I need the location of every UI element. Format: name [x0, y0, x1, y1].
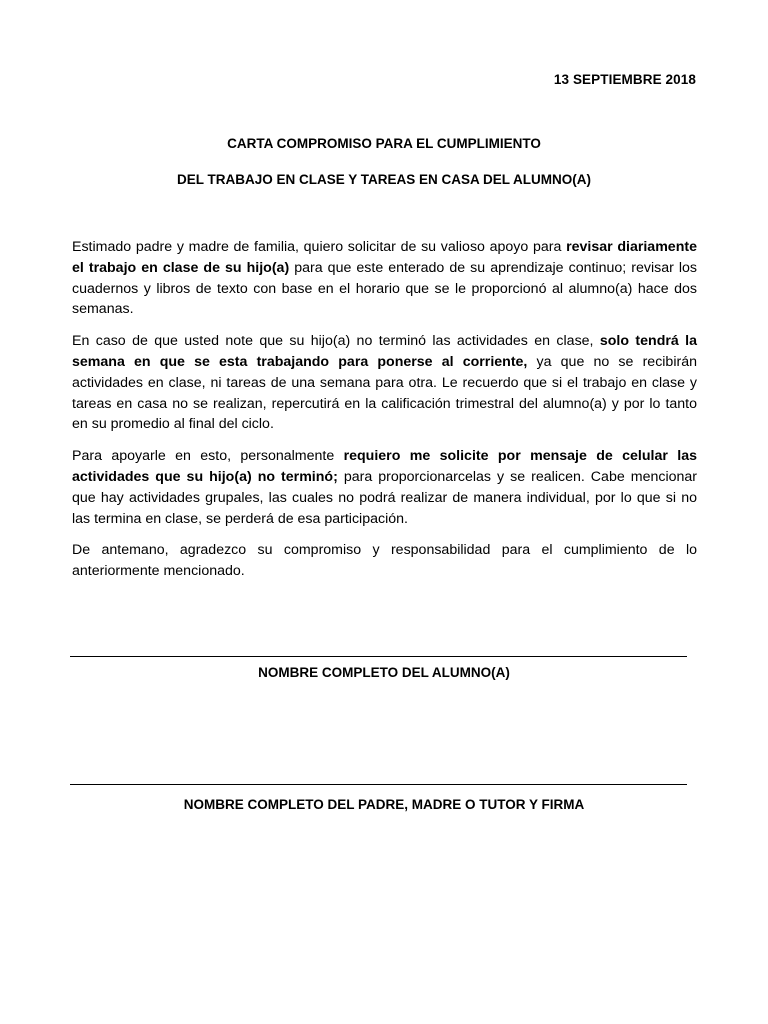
paragraph-text: para proporcionarcelas y se realicen. Cabe mencionar que hay actividades grupales, las cuales no podrá realizar de manera individual, por lo que si no las termina en clase, se perderá de esa participación. — [72, 468, 697, 527]
paragraph-emphasis: solo tendrá la semana en que se esta trabajando para ponerse al corriente, — [72, 333, 697, 370]
letter-body — [72, 237, 697, 593]
parent-name-label: NOMBRE COMPLETO DEL PADRE, MADRE O TUTOR Y FIRMA — [183, 797, 585, 812]
paragraph-text: En caso de que usted note que su hijo(a) no terminó las actividades en clase, — [72, 333, 600, 350]
paragraph-support — [72, 446, 697, 529]
paragraph-emphasis: revisar diariamente el trabajo en clase de su hijo(a) — [72, 239, 697, 276]
letter-date: 13 SEPTIEMBRE 2018 — [553, 72, 696, 87]
letter-title-line-1: CARTA COMPROMISO PARA EL CUMPLIMIENTO — [227, 136, 541, 151]
paragraph-deadline — [72, 331, 697, 435]
paragraph-text: para que este enterado de su aprendizaje continuo; revisar los cuadernos y libros de texto con base en el horario que se le proporcionó al alumno(a) hace dos semanas. — [72, 259, 698, 318]
parent-signature-line — [70, 784, 687, 785]
paragraph-request-review — [72, 237, 697, 320]
paragraph-emphasis: requiero me solicite por mensaje de celular las actividades que su hijo(a) no terminó; — [72, 448, 697, 485]
letter-title-line-2: DEL TRABAJO EN CLASE Y TAREAS EN CASA DEL ALUMNO(A) — [176, 172, 592, 187]
student-name-label: NOMBRE COMPLETO DEL ALUMNO(A) — [258, 665, 510, 680]
paragraph-text: De antemano, agradezco su compromiso y responsabilidad para el cumplimiento de lo anteriormente mencionado. — [72, 542, 697, 580]
paragraph-text: ya que no se recibirán actividades en clase, ni tareas de una semana para otra. Le recuerdo que si el trabajo en clase y tareas en casa no se realizan, repercutirá en la calificación trimestral del alumno(a) y por lo tanto en su promedio al final del ciclo. — [72, 353, 697, 433]
paragraph-thanks — [72, 540, 697, 582]
student-signature-line — [70, 656, 687, 657]
paragraph-text: Para apoyarle en esto, personalmente — [72, 448, 344, 465]
paragraph-text: Estimado padre y madre de familia, quiero solicitar de su valioso apoyo para — [72, 239, 567, 255]
